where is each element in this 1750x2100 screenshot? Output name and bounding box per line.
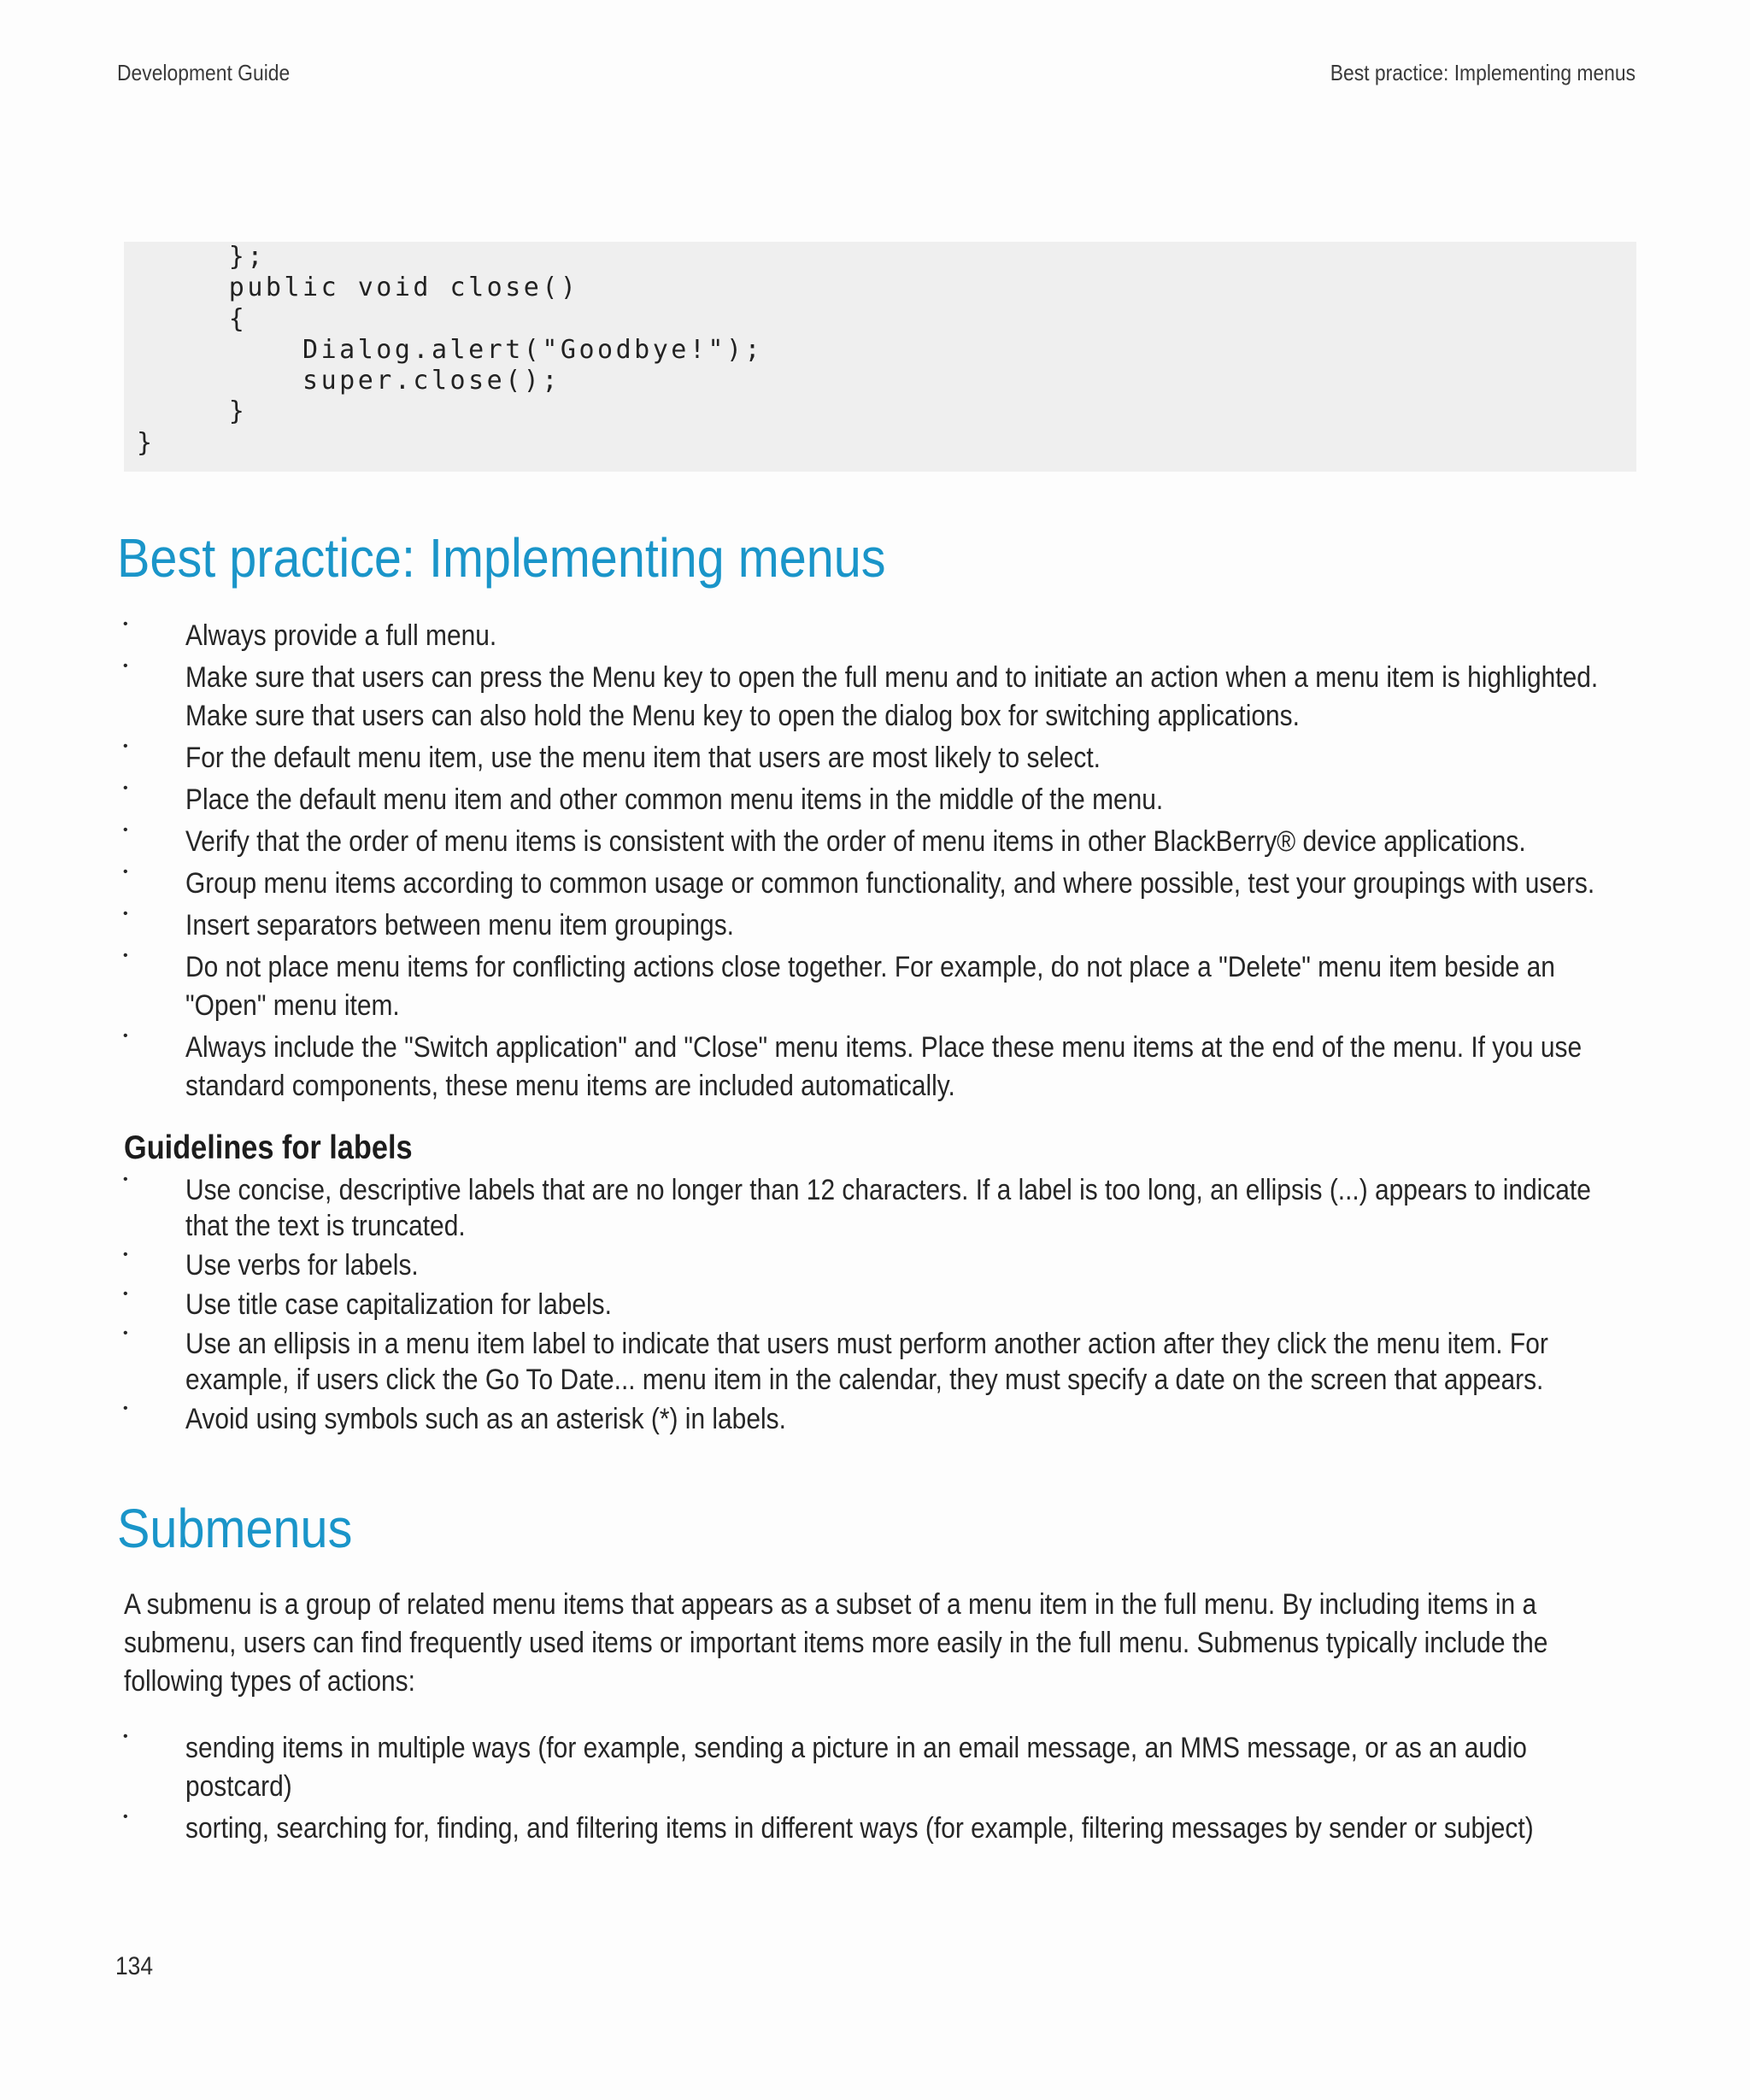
list-item-text: • Group menu items according to common usage or common functionality, and where possible, test your groupings with users. xyxy=(185,867,1595,900)
section-title-implementing-menus: Best practice: Implementing menus xyxy=(117,527,886,589)
list-item-text: • Do not place menu items for conflicting actions close together. For example, do not place a "Delete" menu item beside an "Open" menu item. xyxy=(185,951,1555,1022)
list-item xyxy=(0,739,1521,777)
label-guidelines-list xyxy=(0,1172,1750,1440)
list-item xyxy=(0,1729,1527,1806)
list-item xyxy=(0,948,1555,1025)
list-item-text: • Verify that the order of menu items is consistent with the order of menu items in other BlackBerry® device applications. xyxy=(185,825,1526,858)
list-item xyxy=(0,1029,1583,1106)
list-item-text: • Use concise, descriptive labels that are no longer than 12 characters. If a label is too long, an ellipsis (...) appears to indicate that the text is truncated. xyxy=(185,1174,1591,1242)
code-sample xyxy=(124,242,1636,472)
list-item-text: • For the default menu item, use the menu item that users are most likely to select. xyxy=(185,742,1101,774)
running-header-left: Development Guide xyxy=(117,60,291,85)
list-item-text: • Use an ellipsis in a menu item label to indicate that users must perform another action after they click the menu item. For example, if users click the Go To Date... menu item in the calendar, they must specify a date on the screen that appears. xyxy=(185,1328,1548,1396)
list-item xyxy=(0,906,1521,945)
list-item-text: • Always provide a full menu. xyxy=(185,619,497,652)
list-item xyxy=(0,865,1595,903)
page-number: 134 xyxy=(115,1952,154,1980)
running-header-right: Best practice: Implementing menus xyxy=(1330,60,1635,85)
list-item xyxy=(0,823,1526,861)
list-item xyxy=(0,1326,1548,1398)
list-item xyxy=(0,1287,1521,1323)
subsection-title-labels: Guidelines for labels xyxy=(124,1129,413,1166)
list-item xyxy=(0,781,1521,819)
list-item xyxy=(0,1401,1521,1437)
list-item-text: • sending items in multiple ways (for example, sending a picture in an email message, an MMS message, or as an audio postcard) xyxy=(185,1732,1527,1803)
list-item-text: • Use title case capitalization for labels. xyxy=(185,1288,612,1321)
list-item-text: • sorting, searching for, finding, and filtering items in different ways (for example, filtering messages by sender or subject) xyxy=(185,1812,1534,1845)
list-item-text: • Place the default menu item and other common menu items in the middle of the menu. xyxy=(185,783,1164,816)
submenu-actions-list xyxy=(0,1729,1750,1851)
list-item-text: • Make sure that users can press the Menu key to open the full menu and to initiate an action when a menu item is highlighted. Make sure that users can also hold the Menu key to open the dialog box for switching applications. xyxy=(185,661,1599,732)
list-item-text: • Avoid using symbols such as an asterisk (*) in labels. xyxy=(185,1403,786,1435)
code-text: }; public void close() { Dialog.alert("Goodbye!"); super.close(); } } xyxy=(137,242,764,458)
list-item-text: • Insert separators between menu item groupings. xyxy=(185,909,734,941)
list-item xyxy=(0,617,1521,655)
list-item-text: • Use verbs for labels. xyxy=(185,1249,419,1282)
submenus-paragraph: A submenu is a group of related menu items that appears as a subset of a menu item in the full menu. By including items in a submenu, users can find frequently used items or important items more easily in the full menu. Submenus typically include the following types of actions: xyxy=(124,1588,1548,1698)
list-item xyxy=(0,659,1599,736)
section-title-submenus: Submenus xyxy=(117,1498,353,1559)
list-item-text: • Always include the "Switch application" and "Close" menu items. Place these menu items at the end of the menu. If you use standard components, these menu items are included automatically. xyxy=(185,1031,1583,1102)
list-item xyxy=(0,1247,1521,1283)
list-item xyxy=(0,1810,1534,1848)
list-item xyxy=(0,1172,1591,1244)
menu-best-practices-list xyxy=(0,617,1750,1109)
